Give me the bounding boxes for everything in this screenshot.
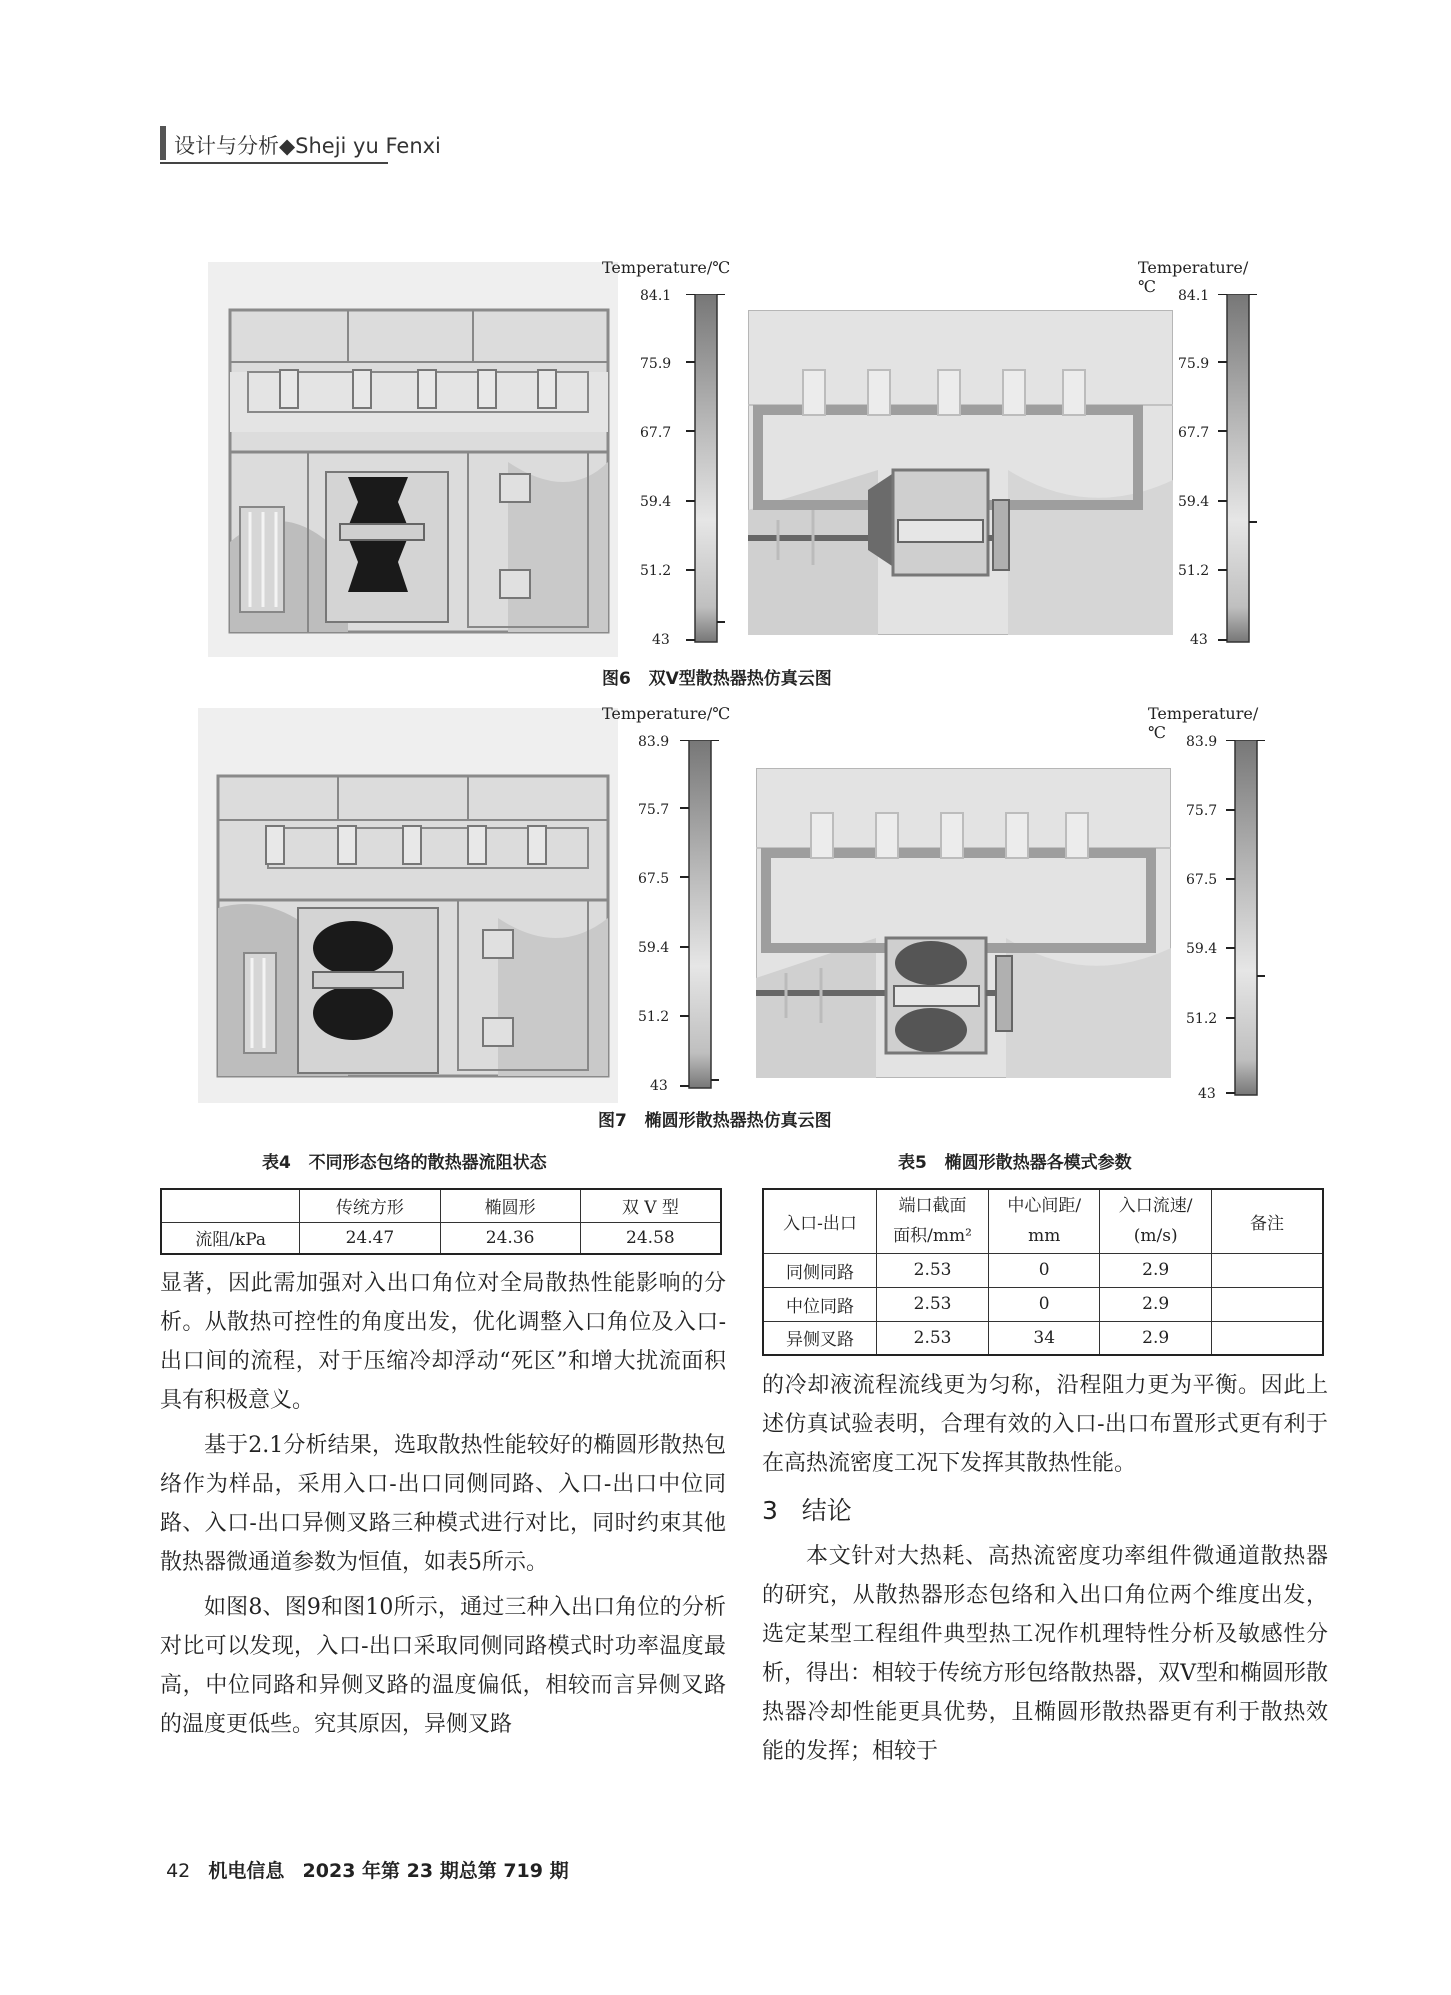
fig6-right-tick: 84.1 [1178, 288, 1210, 304]
table5-caption: 表5 椭圆形散热器各模式参数 [898, 1153, 1132, 1173]
figure6 [208, 258, 1258, 657]
table5-cell [1211, 1287, 1323, 1321]
fig7-left-tick: 59.4 [638, 940, 670, 956]
fig6-right-tick: 67.7 [1178, 425, 1210, 441]
table4-header: 双 V 型 [580, 1189, 721, 1222]
fig6-right-tick: 75.9 [1178, 356, 1210, 372]
fig7-right-tick: 43 [1198, 1086, 1216, 1102]
fig6-left-tick: 67.7 [640, 425, 672, 441]
table5-header-line: 中心间距/ [1007, 1196, 1082, 1217]
table5-cell: 2.53 [877, 1321, 989, 1355]
table5-header [1100, 1189, 1212, 1253]
table4-caption: 表4 不同形态包络的散热器流阻状态 [262, 1153, 547, 1173]
figure7-caption: 图7 椭圆形散热器热仿真云图 [598, 1111, 832, 1131]
table4 [160, 1188, 722, 1255]
fig6-right-tick: 43 [1190, 632, 1208, 648]
table5-cell: 2.53 [877, 1287, 989, 1321]
fig6-right-legend-title: Temperature/℃ [1138, 258, 1249, 296]
table5-header: 备注 [1211, 1189, 1323, 1253]
header-bar [160, 126, 166, 160]
table-row [763, 1321, 1323, 1355]
issue-info: 2023 年第 23 期总第 719 期 [302, 1860, 569, 1882]
fig6-left-tick: 43 [652, 632, 670, 648]
table-row [763, 1253, 1323, 1287]
table5-header-line: 面积/mm² [893, 1226, 972, 1247]
table5-header-line: (m/s) [1133, 1226, 1178, 1247]
fig6-left-legend-title: Temperature/℃ [602, 258, 731, 277]
header-section-en: Sheji yu Fenxi [295, 134, 441, 158]
left-paragraph-3: 如图8、图9和图10所示，通过三种入出口角位的分析对比可以发现，入口-出口采取同侧同路模式时功率温度最高，中位同路和异侧叉路的温度偏低，相较而言异侧叉路的温度更低些。究其原因，异侧叉路 [160, 1595, 726, 1737]
right-paragraph-2: 本文针对大热耗、高热流密度功率组件微通道散热器的研究，从散热器形态包络和入出口角位两个维度出发，选定某型工程组件典型热工况作机理特性分析及敏感性分析，得出：相较于传统方形包络散热器，双V型和椭圆形散热器冷却性能更具优势，且椭圆形散热器更有利于散热效能的发挥；相较于 [762, 1544, 1328, 1764]
fig6-left-tick: 84.1 [640, 288, 672, 304]
page-number: 42 [166, 1860, 191, 1882]
fig7-left-legend-title: Temperature/℃ [602, 704, 731, 723]
right-column [762, 1366, 1328, 1771]
table5-cell: 0 [989, 1287, 1100, 1321]
header-section-cn: 设计与分析 [174, 134, 279, 158]
fig6-left-tick: 51.2 [640, 563, 672, 579]
fig7-right-tick: 67.5 [1186, 872, 1218, 888]
fig6-right-colorbar [1216, 294, 1276, 649]
table5-cell: 异侧叉路 [763, 1321, 877, 1355]
table4-header [161, 1189, 300, 1222]
table5-cell: 2.53 [877, 1253, 989, 1287]
fig7-right-simulation [756, 768, 1171, 1078]
fig7-left-tick: 51.2 [638, 1009, 670, 1025]
figure6-caption: 图6 双V型散热器热仿真云图 [602, 669, 832, 689]
table5-cell: 2.9 [1100, 1253, 1212, 1287]
table4-row-label: 流阻/kPa [161, 1222, 300, 1254]
table5-cell [1211, 1253, 1323, 1287]
table5-cell: 2.9 [1100, 1287, 1212, 1321]
fig6-right-tick: 59.4 [1178, 494, 1210, 510]
table4-cell: 24.36 [440, 1222, 580, 1254]
header-rule [160, 162, 388, 164]
table5-cell: 0 [989, 1253, 1100, 1287]
table5-cell: 34 [989, 1321, 1100, 1355]
table5-header-line: 入口流速/ [1118, 1196, 1193, 1217]
fig6-left-tick: 59.4 [640, 494, 672, 510]
table4-cell: 24.47 [300, 1222, 440, 1254]
left-paragraph-1: 显著，因此需加强对入出口角位对全局散热性能影响的分析。从散热可控性的角度出发，优化调整入口角位及入口-出口间的流程，对于压缩冷却浮动“死区”和增大扰流面积具有积极意义。 [160, 1271, 726, 1413]
fig7-left-tick: 83.9 [638, 734, 670, 750]
section-title: 3 结论 [762, 1496, 852, 1525]
right-paragraph-1: 的冷却液流程流线更为匀称，沿程阻力更为平衡。因此上述仿真试验表明，合理有效的入口-出口布置形式更有利于在高热流密度工况下发挥其散热性能。 [762, 1373, 1328, 1476]
fig6-right-tick: 51.2 [1178, 563, 1210, 579]
table4-header: 椭圆形 [440, 1189, 580, 1222]
table5-header-line: mm [1028, 1226, 1061, 1247]
table5-header [877, 1189, 989, 1253]
table5-cell: 2.9 [1100, 1321, 1212, 1355]
left-paragraph-2: 基于2.1分析结果，选取散热性能较好的椭圆形散热包络作为样品，采用入口-出口同侧同路、入口-出口中位同路、入口-出口异侧叉路三种模式进行对比，同时约束其他散热器微通道参数为恒值，如表5所示。 [160, 1433, 726, 1575]
fig6-left-tick: 75.9 [640, 356, 672, 372]
fig7-right-tick: 83.9 [1186, 734, 1218, 750]
fig7-left-tick: 75.7 [638, 802, 670, 818]
fig6-left-simulation [208, 262, 618, 657]
fig7-left-tick: 67.5 [638, 871, 670, 887]
fig6-right-simulation [748, 310, 1173, 635]
table-row [763, 1287, 1323, 1321]
fig7-right-legend-title: Temperature/℃ [1148, 704, 1259, 742]
table5-header [989, 1189, 1100, 1253]
journal-name: 机电信息 [208, 1860, 285, 1882]
fig7-left-tick: 43 [650, 1078, 668, 1094]
figure7 [198, 704, 1268, 1103]
fig7-left-simulation [198, 708, 618, 1103]
left-column [160, 1264, 726, 1744]
table5-cell [1211, 1321, 1323, 1355]
fig7-right-tick: 75.7 [1186, 803, 1218, 819]
fig7-right-colorbar [1224, 740, 1284, 1102]
table5 [762, 1188, 1324, 1356]
table4-header: 传统方形 [300, 1189, 440, 1222]
running-header [174, 130, 441, 160]
fig7-right-tick: 59.4 [1186, 941, 1218, 957]
diamond-icon: ◆ [279, 134, 296, 158]
page-footer [154, 1834, 569, 1883]
table5-cell: 同侧同路 [763, 1253, 877, 1287]
table5-cell: 中位同路 [763, 1287, 877, 1321]
table5-header-line: 端口截面 [898, 1196, 967, 1217]
fig7-right-tick: 51.2 [1186, 1011, 1218, 1027]
table5-header: 入口-出口 [763, 1189, 877, 1253]
fig7-left-colorbar [678, 740, 738, 1095]
table4-cell: 24.58 [580, 1222, 721, 1254]
